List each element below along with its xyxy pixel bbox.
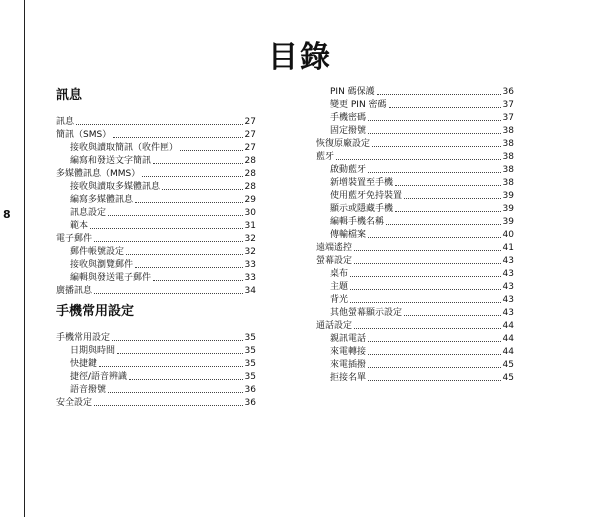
toc-entry: [316, 110, 514, 123]
toc-entry-label: 編輯與發送電子郵件: [70, 273, 152, 283]
toc-entry: [316, 227, 514, 240]
toc-entry-label: 手機常用設定: [56, 333, 111, 343]
toc-entry: [56, 192, 256, 205]
toc-entry-page: 39: [502, 191, 514, 201]
dot-leader: [180, 150, 243, 151]
toc-entry: [316, 201, 514, 214]
section-heading-messages: 訊息: [56, 88, 83, 103]
toc-entry-label: 親訊電話: [330, 334, 367, 344]
toc-entry-page: 44: [502, 347, 514, 357]
dot-leader: [94, 293, 243, 294]
toc-entry-page: 32: [244, 234, 256, 244]
dot-leader: [90, 228, 243, 229]
toc-entry: [316, 253, 514, 266]
dot-leader: [108, 392, 243, 393]
toc-entry: [316, 188, 514, 201]
toc-entry-page: 35: [244, 359, 256, 369]
dot-leader: [354, 263, 501, 264]
toc-entry: [316, 370, 514, 383]
toc-entry-page: 45: [502, 360, 514, 370]
dot-leader: [117, 353, 243, 354]
toc-entry-page: 29: [244, 195, 256, 205]
dot-leader: [368, 367, 501, 368]
toc-entry: [56, 179, 256, 192]
toc-entry-page: 35: [244, 333, 256, 343]
toc-entry-label: 快捷鍵: [70, 359, 98, 369]
toc-entry-page: 37: [502, 100, 514, 110]
toc-entry: [316, 240, 514, 253]
toc-entry-page: 40: [502, 230, 514, 240]
toc-entry: [316, 84, 514, 97]
dot-leader: [135, 267, 243, 268]
toc-entry: [316, 162, 514, 175]
toc-entry-page: 28: [244, 182, 256, 192]
dot-leader: [336, 159, 501, 160]
toc-entry-page: 36: [244, 398, 256, 408]
toc-entry: [56, 114, 256, 127]
toc-entry-label: PIN 碼保護: [330, 87, 375, 97]
toc-list-phone-settings: [56, 330, 256, 408]
dot-leader: [389, 107, 501, 108]
toc-entry-page: 27: [244, 117, 256, 127]
toc-entry: [316, 357, 514, 370]
dot-leader: [404, 198, 501, 199]
toc-entry: [56, 153, 256, 166]
dot-leader: [108, 215, 243, 216]
toc-entry: [316, 279, 514, 292]
toc-entry: [56, 140, 256, 153]
toc-entry-label: 主題: [330, 282, 349, 292]
toc-entry-page: 35: [244, 372, 256, 382]
toc-entry: [316, 266, 514, 279]
toc-entry-page: 43: [502, 282, 514, 292]
toc-entry-label: 安全設定: [56, 398, 93, 408]
toc-entry-label: 顯示或隱藏手機: [330, 204, 394, 214]
section-heading-phone-settings: 手機常用設定: [56, 304, 135, 319]
dot-leader: [99, 366, 243, 367]
toc-entry-label: 使用藍牙免持裝置: [330, 191, 403, 201]
toc-entry: [316, 344, 514, 357]
toc-entry-page: 27: [244, 143, 256, 153]
toc-entry: [56, 382, 256, 395]
page-title: 目錄: [268, 40, 332, 75]
toc-entry: [56, 356, 256, 369]
dot-leader: [135, 202, 243, 203]
toc-entry-label: 多媒體訊息（MMS）: [56, 169, 141, 179]
toc-entry-label: 通話設定: [316, 321, 353, 331]
toc-entry-label: 拒接名單: [330, 373, 367, 383]
dot-leader: [395, 185, 501, 186]
dot-leader: [395, 211, 501, 212]
toc-entry-page: 39: [502, 204, 514, 214]
dot-leader: [368, 341, 501, 342]
toc-entry-page: 44: [502, 321, 514, 331]
toc-entry-label: 背光: [330, 295, 349, 305]
dot-leader: [350, 289, 501, 290]
toc-entry: [56, 330, 256, 343]
dot-leader: [386, 224, 501, 225]
toc-entry-label: 來電插撥: [330, 360, 367, 370]
toc-entry-label: 恢復原廠設定: [316, 139, 371, 149]
dot-leader: [350, 302, 501, 303]
toc-entry-label: 變更 PIN 密碼: [330, 100, 387, 110]
dot-leader: [368, 172, 501, 173]
toc-right-column: [316, 84, 514, 383]
toc-entry-label: 語音撥號: [70, 385, 107, 395]
dot-leader: [142, 176, 242, 177]
toc-entry-label: 訊息設定: [70, 208, 107, 218]
toc-entry-page: 27: [244, 130, 256, 140]
toc-entry-page: 45: [502, 373, 514, 383]
toc-entry: [56, 270, 256, 283]
toc-entry-label: 啟動藍牙: [330, 165, 367, 175]
toc-entry: [56, 343, 256, 356]
toc-entry: [316, 292, 514, 305]
toc-entry-label: 手機密碼: [330, 113, 367, 123]
toc-entry-label: 電子郵件: [56, 234, 93, 244]
toc-entry-page: 43: [502, 295, 514, 305]
dot-leader: [350, 276, 501, 277]
toc-entry: [56, 257, 256, 270]
dot-leader: [368, 237, 501, 238]
toc-entry: [316, 214, 514, 227]
toc-list-messages: [56, 114, 256, 296]
toc-entry: [56, 231, 256, 244]
toc-entry-page: 38: [502, 126, 514, 136]
toc-entry-label: 範本: [70, 221, 89, 231]
toc-entry-label: 簡訊（SMS）: [56, 130, 112, 140]
toc-entry-label: 編寫多媒體訊息: [70, 195, 134, 205]
toc-entry-label: 接收與瀏覽郵件: [70, 260, 134, 270]
toc-entry-label: 其他螢幕顯示設定: [330, 308, 403, 318]
toc-entry: [56, 166, 256, 179]
toc-entry-page: 39: [502, 217, 514, 227]
dot-leader: [368, 354, 501, 355]
toc-entry-page: 43: [502, 308, 514, 318]
toc-entry-page: 31: [244, 221, 256, 231]
toc-entry-page: 38: [502, 165, 514, 175]
toc-entry-label: 來電轉接: [330, 347, 367, 357]
toc-entry-label: 固定撥號: [330, 126, 367, 136]
toc-entry: [56, 244, 256, 257]
toc-entry-page: 38: [502, 178, 514, 188]
toc-entry: [56, 205, 256, 218]
dot-leader: [368, 133, 501, 134]
toc-entry-label: 桌布: [330, 269, 349, 279]
dot-leader: [94, 241, 243, 242]
toc-entry-page: 43: [502, 256, 514, 266]
toc-entry: [316, 149, 514, 162]
toc-entry-page: 41: [502, 243, 514, 253]
toc-entry: [56, 127, 256, 140]
toc-entry: [316, 331, 514, 344]
dot-leader: [162, 189, 243, 190]
dot-leader: [368, 120, 501, 121]
toc-entry-label: 藍牙: [316, 152, 335, 162]
dot-leader: [129, 379, 243, 380]
toc-entry-label: 郵件帳號設定: [70, 247, 125, 257]
dot-leader: [113, 137, 242, 138]
toc-entry-page: 28: [244, 169, 256, 179]
toc-entry: [56, 395, 256, 408]
dot-leader: [126, 254, 243, 255]
toc-entry: [56, 369, 256, 382]
page-number: 8: [3, 208, 11, 221]
margin-rule: [24, 0, 25, 517]
toc-entry: [56, 218, 256, 231]
dot-leader: [153, 163, 243, 164]
toc-entry-label: 新增裝置至手機: [330, 178, 394, 188]
toc-entry-page: 34: [244, 286, 256, 296]
dot-leader: [76, 124, 243, 125]
toc-entry: [316, 97, 514, 110]
toc-entry-label: 日期與時間: [70, 346, 116, 356]
toc-entry: [316, 318, 514, 331]
toc-entry-label: 編輯手機名稱: [330, 217, 385, 227]
toc-entry: [316, 305, 514, 318]
toc-entry-page: 43: [502, 269, 514, 279]
dot-leader: [368, 380, 501, 381]
dot-leader: [354, 328, 501, 329]
toc-entry-page: 36: [244, 385, 256, 395]
toc-entry-label: 廣播訊息: [56, 286, 93, 296]
toc-entry-page: 37: [502, 113, 514, 123]
dot-leader: [112, 340, 243, 341]
dot-leader: [404, 315, 501, 316]
dot-leader: [372, 146, 501, 147]
toc-entry: [316, 136, 514, 149]
toc-entry-label: 傳輸檔案: [330, 230, 367, 240]
toc-entry-page: 33: [244, 273, 256, 283]
toc-entry-label: 遠端遙控: [316, 243, 353, 253]
toc-list-right: [316, 84, 514, 383]
dot-leader: [153, 280, 243, 281]
toc-entry-page: 38: [502, 152, 514, 162]
toc-entry: [316, 175, 514, 188]
toc-entry-page: 38: [502, 139, 514, 149]
toc-entry-page: 30: [244, 208, 256, 218]
toc-entry-label: 訊息: [56, 117, 75, 127]
toc-entry-page: 32: [244, 247, 256, 257]
toc-entry-label: 接收與讀取簡訊（收件匣）: [70, 143, 179, 153]
dot-leader: [377, 94, 501, 95]
toc-entry-page: 44: [502, 334, 514, 344]
toc-entry: [316, 123, 514, 136]
toc-entry-label: 接收與讀取多媒體訊息: [70, 182, 161, 192]
dot-leader: [94, 405, 243, 406]
toc-entry-label: 螢幕設定: [316, 256, 353, 266]
toc-entry-page: 35: [244, 346, 256, 356]
dot-leader: [354, 250, 501, 251]
toc-entry-label: 編寫和發送文字簡訊: [70, 156, 152, 166]
toc-entry: [56, 283, 256, 296]
toc-entry-label: 捷徑/語音辨識: [70, 372, 128, 382]
toc-entry-page: 28: [244, 156, 256, 166]
toc-entry-page: 36: [502, 87, 514, 97]
toc-entry-page: 33: [244, 260, 256, 270]
toc-left-column: [56, 84, 256, 408]
